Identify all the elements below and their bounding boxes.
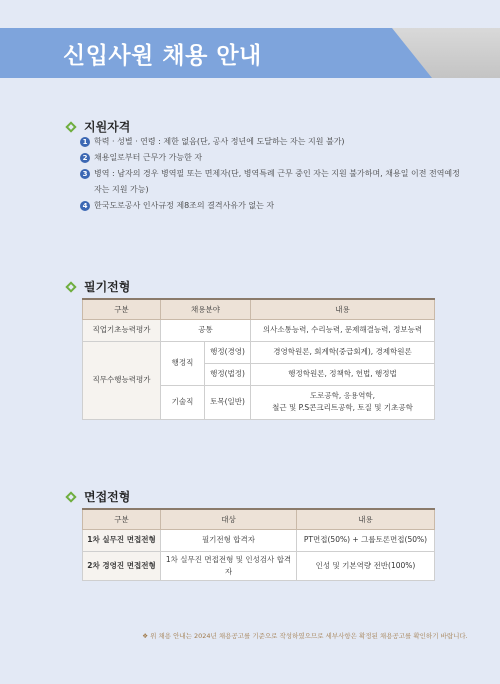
row-label: 1차 실무진 면접전형 bbox=[83, 529, 161, 551]
list-item-text: 병역 : 남자의 경우 병역필 또는 면제자(단, 병역특례 근무 중인 자는 지원 불가하며, 채용일 이전 전역예정자는 지원 가능) bbox=[94, 169, 460, 194]
written-heading-label: 필기전형 bbox=[84, 280, 131, 294]
written-heading bbox=[65, 278, 130, 295]
list-item bbox=[80, 166, 460, 198]
list-item bbox=[80, 198, 460, 214]
row-label: 직업기초능력평가 bbox=[83, 319, 161, 341]
interview-table bbox=[82, 508, 435, 581]
interview-heading-label: 면접전형 bbox=[84, 490, 131, 504]
written-exam-table bbox=[82, 298, 435, 420]
table-cell: 토목(일반) bbox=[205, 385, 251, 419]
table-cell: 1차 실무진 면접전형 및 인성검사 합격자 bbox=[161, 551, 297, 580]
column-header: 구분 bbox=[83, 509, 161, 529]
qualifications-heading-label: 지원자격 bbox=[84, 120, 131, 134]
qualifications-list bbox=[80, 134, 460, 214]
table-cell: 필기전형 합격자 bbox=[161, 529, 297, 551]
column-header: 대상 bbox=[161, 509, 297, 529]
table-cell: 의사소통능력, 수리능력, 문제해결능력, 정보능력 bbox=[251, 319, 435, 341]
table-cell: 행정(법정) bbox=[205, 363, 251, 385]
diamond-bullet-icon bbox=[65, 121, 76, 132]
column-header: 내용 bbox=[297, 509, 435, 529]
table-cell: 행정학원론, 정책학, 헌법, 행정법 bbox=[251, 363, 435, 385]
diamond-bullet-icon bbox=[65, 281, 76, 292]
list-item bbox=[80, 134, 460, 150]
number-badge: 1 bbox=[80, 137, 90, 147]
table-cell: PT면접(50%) + 그룹토론면접(50%) bbox=[297, 529, 435, 551]
page-title: 신입사원 채용 안내 bbox=[63, 43, 262, 69]
table-cell bbox=[251, 385, 435, 419]
list-item-text: 채용일로부터 근무가 가능한 자 bbox=[94, 153, 203, 162]
table-cell: 행정(경영) bbox=[205, 341, 251, 363]
table-cell: 경영학원론, 회계학(중급회계), 경제학원론 bbox=[251, 341, 435, 363]
number-badge: 4 bbox=[80, 201, 90, 211]
column-header: 내용 bbox=[251, 299, 435, 319]
table-cell: 행정직 bbox=[161, 341, 205, 385]
number-badge: 3 bbox=[80, 169, 90, 179]
footnote: ❖ 위 채용 안내는 2024년 채용공고를 기준으로 작성하였으므로 세부사항은 확정된 채용공고를 확인하기 바랍니다. bbox=[142, 632, 468, 640]
table-cell: 공통 bbox=[161, 319, 251, 341]
list-item bbox=[80, 150, 460, 166]
row-label: 2차 경영진 면접전형 bbox=[83, 551, 161, 580]
interview-heading bbox=[65, 488, 130, 505]
cell-line: 철근 및 P.S콘크리트공학, 토질 및 기초공학 bbox=[272, 403, 413, 412]
table-cell: 인성 및 기본역량 전반(100%) bbox=[297, 551, 435, 580]
diamond-bullet-icon bbox=[65, 491, 76, 502]
qualifications-heading bbox=[65, 118, 130, 135]
cell-line: 도로공학, 응용역학, bbox=[309, 391, 376, 400]
row-label: 직무수행능력평가 bbox=[83, 341, 161, 419]
table-cell: 기술직 bbox=[161, 385, 205, 419]
list-item-text: 한국도로공사 인사규정 제8조의 결격사유가 없는 자 bbox=[94, 201, 275, 210]
number-badge: 2 bbox=[80, 153, 90, 163]
column-header: 구분 bbox=[83, 299, 161, 319]
list-item-text: 학력 · 성별 · 연령 : 제한 없음(단, 공사 정년에 도달하는 자는 지원 불가) bbox=[94, 137, 345, 146]
column-header: 채용분야 bbox=[161, 299, 251, 319]
